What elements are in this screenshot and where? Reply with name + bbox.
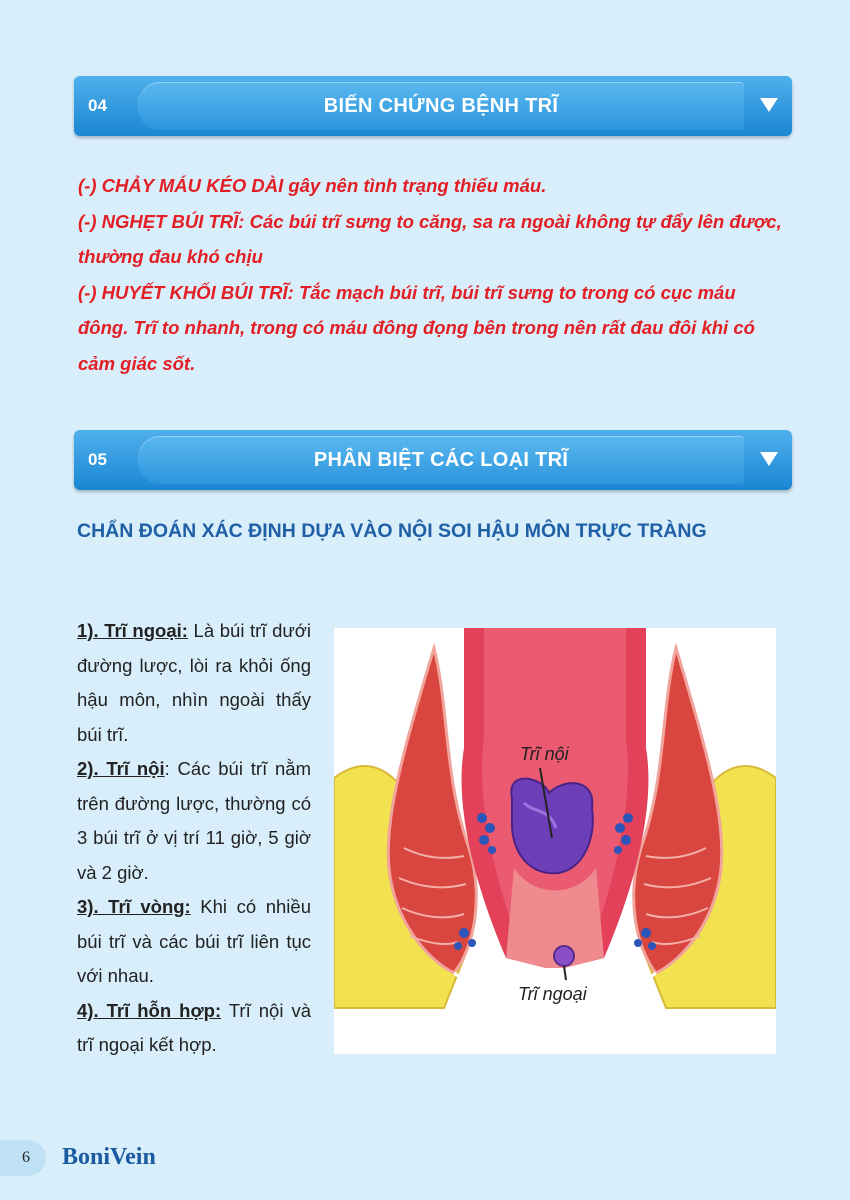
complications-list xyxy=(78,168,790,381)
section-number: 04 xyxy=(88,96,107,115)
complication-item: (-) CHẢY MÁU KÉO DÀI gây nên tình trạng thiếu máu. xyxy=(78,175,547,196)
anatomy-illustration xyxy=(334,628,776,1054)
hemorrhoid-types xyxy=(77,614,311,1063)
type-label: 2). Trĩ nội xyxy=(77,758,165,779)
label-external-hemorrhoid: Trĩ ngoại xyxy=(518,984,587,1004)
section-number: 05 xyxy=(88,450,107,469)
type-label: 1). Trĩ ngoại: xyxy=(77,620,188,641)
label-internal-hemorrhoid: Trĩ nội xyxy=(520,744,569,764)
chevron-down-icon[interactable] xyxy=(760,452,778,466)
brand-logo: BoniVein xyxy=(62,1144,156,1170)
section-title: PHÂN BIỆT CÁC LOẠI TRĨ xyxy=(313,449,569,471)
type-item xyxy=(77,994,311,1063)
page-number: 6 xyxy=(22,1149,30,1166)
type-item xyxy=(77,614,311,752)
type-item xyxy=(77,752,311,890)
type-description: Là búi trĩ dưới đường lược, lòi ra khỏi ống hậu môn, nhìn ngoài thấy búi trĩ. xyxy=(77,620,312,745)
section-header-05[interactable] xyxy=(74,430,792,490)
section-header-04[interactable] xyxy=(74,76,792,136)
complication-item: (-) HUYẾT KHỐI BÚI TRĨ: Tắc mạch búi trĩ, búi trĩ sưng to trong có cục máu đông. Trĩ to nhanh, trong có máu đông đọng bên trong nên rất đau đôi khi có cảm giác sốt. xyxy=(78,281,755,374)
section-title: BIẾN CHỨNG BỆNH TRĨ xyxy=(323,95,559,117)
complication-item: (-) NGHẸT BÚI TRĨ: Các búi trĩ sưng to căng, sa ra ngoài không tự đẩy lên được, thường đau khó chịu xyxy=(78,210,782,267)
type-description: Trĩ nội và trĩ ngoại kết hợp. xyxy=(77,999,311,1055)
diagnosis-heading: CHẨN ĐOÁN XÁC ĐỊNH DỰA VÀO NỘI SOI HẬU MÔN TRỰC TRÀNG xyxy=(77,520,707,542)
type-label: 4). Trĩ hỗn hợp: xyxy=(77,999,222,1021)
type-item xyxy=(77,890,311,994)
type-label: 3). Trĩ vòng: xyxy=(77,896,191,917)
type-description: Khi có nhiều búi trĩ và các búi trĩ liên tục với nhau. xyxy=(77,896,311,986)
type-description: : Các búi trĩ nằm trên đường lược, thường có 3 búi trĩ ở vị trí 11 giờ, 5 giờ và 2 giờ. xyxy=(77,758,312,883)
chevron-down-icon[interactable] xyxy=(760,98,778,112)
